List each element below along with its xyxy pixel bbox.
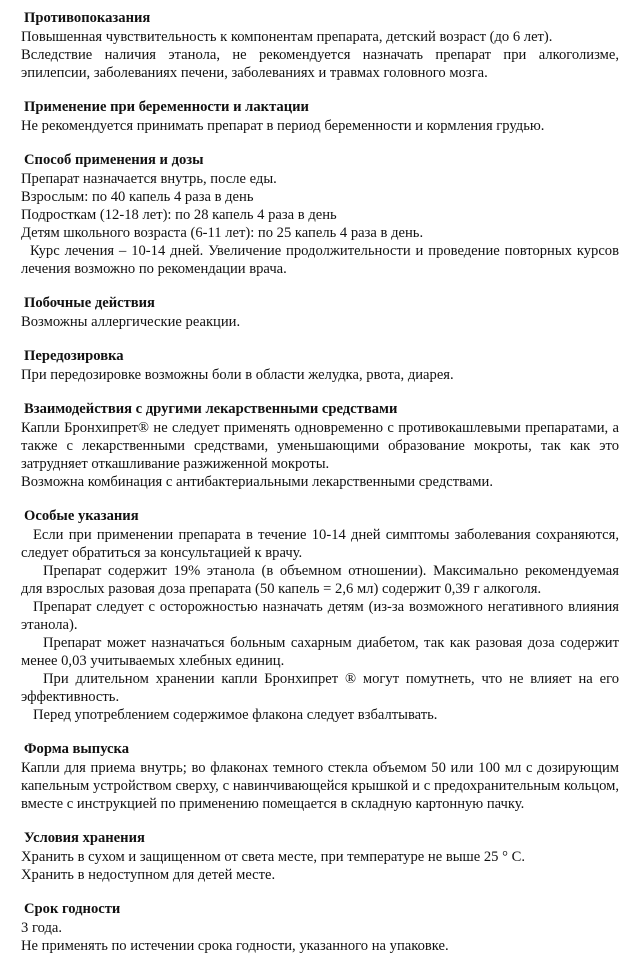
paragraph: Препарат следует с осторожностью назначать детям (из-за возможного негативного влияния этанола).	[21, 599, 619, 633]
section-title: Условия хранения	[24, 830, 145, 846]
paragraph: Хранить в сухом и защищенном от света месте, при температуре не выше 25 ° С.	[21, 849, 525, 865]
section-title: Применение при беременности и лактации	[24, 99, 309, 115]
section-overdose	[21, 347, 619, 384]
paragraph: Хранить в недоступном для детей месте.	[21, 867, 276, 883]
paragraph: Повышенная чувствительность к компонентам препарата, детский возраст (до 6 лет).	[21, 29, 553, 45]
paragraph: Не применять по истечении срока годности, указанного на упаковке.	[21, 938, 449, 954]
section-dosage	[21, 151, 619, 278]
paragraph: Не рекомендуется принимать препарат в период беременности и кормления грудью.	[21, 118, 545, 134]
paragraph: Если при применении препарата в течение 10-14 дней симптомы заболевания сохраняются, следует обратиться за консультацией к врачу.	[21, 527, 619, 561]
section-contraindications	[21, 9, 619, 82]
paragraph: Капли Бронхипрет® не следует применять одновременно с противокашлевыми препаратами, а также с лекарственными средствами, уменьшающими образование мокроты, так как это затрудняет откашливание разжиженной мокроты.	[21, 420, 619, 472]
section-storage	[21, 829, 619, 884]
paragraph: Препарат содержит 19% этанола (в объемном отношении). Максимально рекомендуемая для взрослых разовая доза препарата (50 капель = 2,6 мл) содержит 0,39 г алкоголя.	[21, 563, 619, 597]
section-interactions	[21, 400, 619, 491]
section-title: Особые указания	[24, 508, 139, 524]
paragraph: Возможны аллергические реакции.	[21, 314, 241, 330]
paragraph: Детям школьного возраста (6-11 лет): по 25 капель 4 раза в день.	[21, 225, 424, 241]
paragraph: При передозировке возможны боли в области желудка, рвота, диарея.	[21, 367, 454, 383]
paragraph: Препарат назначается внутрь, после еды.	[21, 171, 277, 187]
paragraph: Взрослым: по 40 капель 4 раза в день	[21, 189, 254, 205]
section-title: Побочные действия	[24, 295, 155, 311]
section-title: Способ применения и дозы	[24, 152, 204, 168]
paragraph: Подросткам (12-18 лет): по 28 капель 4 раза в день	[21, 207, 337, 223]
paragraph: Возможна комбинация с антибактериальными лекарственными средствами.	[21, 474, 493, 490]
paragraph: Капли для приема внутрь; во флаконах темного стекла объемом 50 или 100 мл с дозирующим капельным устройством сверху, с навинчивающейся крышкой и с предохранительным кольцом, вместе с инструкцией по применению помещается в складную картонную пачку.	[21, 760, 619, 812]
paragraph: Перед употреблением содержимое флакона следует взбалтывать.	[33, 707, 438, 723]
paragraph: Вследствие наличия этанола, не рекомендуется назначать препарат при алкоголизме, эпилепсии, заболеваниях печени, заболеваниях и травмах головного мозга.	[21, 47, 619, 81]
section-title: Срок годности	[24, 901, 121, 917]
section-title: Противопоказания	[24, 10, 151, 26]
paragraph: Курс лечения – 10-14 дней. Увеличение продолжительности и проведение повторных курсов лечения возможно по рекомендации врача.	[21, 243, 619, 277]
section-title: Взаимодействия с другими лекарственными средствами	[24, 401, 398, 417]
paragraph: При длительном хранении капли Бронхипрет ® могут помутнеть, что не влияет на его эффективность.	[21, 671, 619, 705]
section-dosage-form	[21, 740, 619, 813]
paragraph: Препарат может назначаться больным сахарным диабетом, так как разовая доза содержит менее 0,03 учитываемых хлебных единиц.	[21, 635, 619, 669]
document-page	[21, 9, 619, 971]
section-title: Форма выпуска	[24, 741, 130, 757]
section-shelf-life	[21, 900, 619, 955]
section-side-effects	[21, 294, 619, 331]
section-title: Передозировка	[24, 348, 124, 364]
paragraph: 3 года.	[21, 920, 62, 936]
section-special-instructions	[21, 507, 619, 724]
section-pregnancy-lactation	[21, 98, 619, 135]
